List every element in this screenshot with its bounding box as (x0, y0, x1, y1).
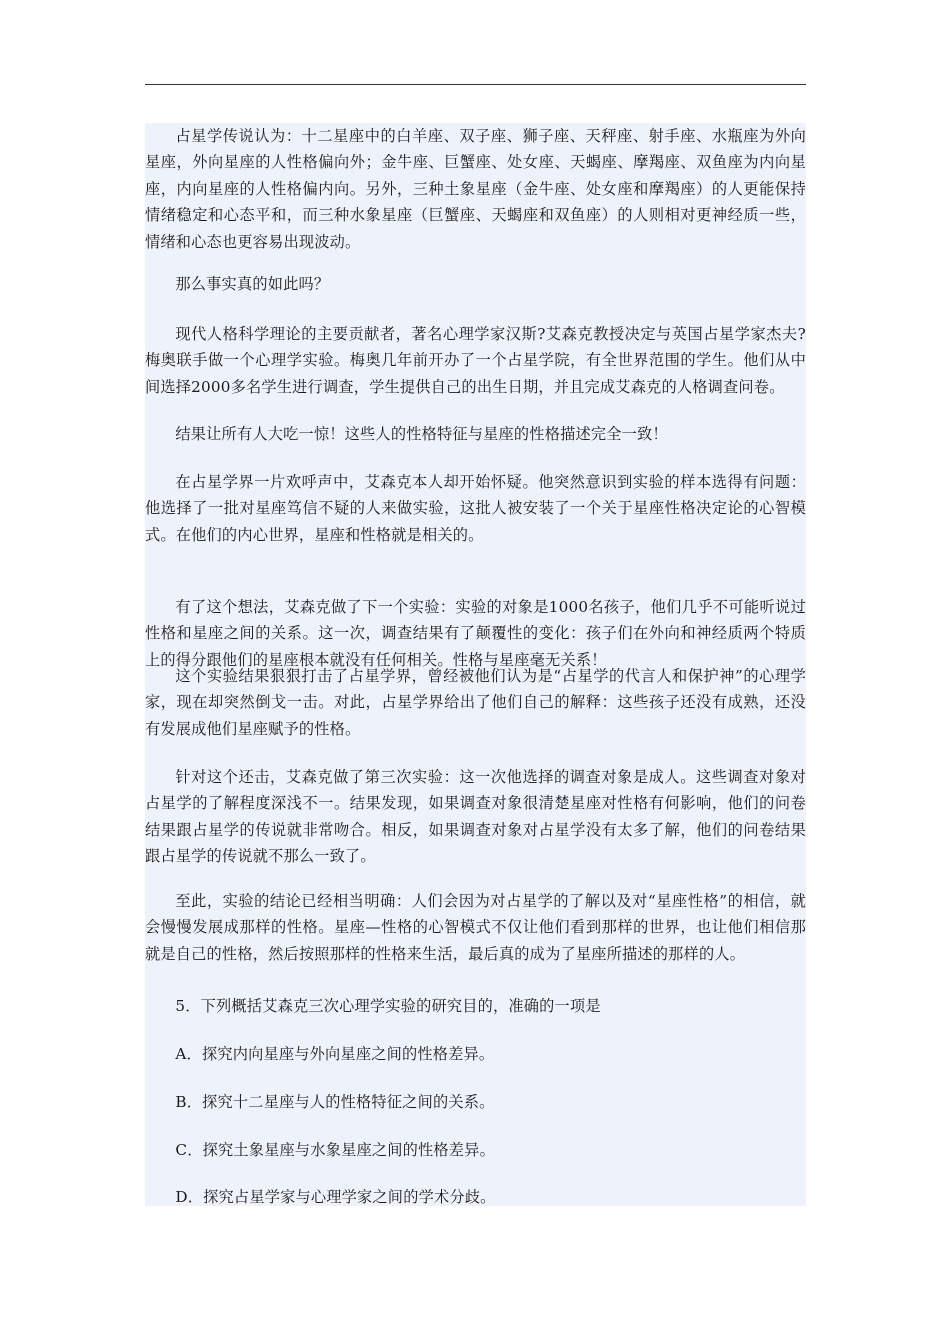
paragraph-4: 结果让所有人大吃一惊！这些人的性格特征与星座的性格描述完全一致！ (175, 425, 668, 443)
option-b: B．探究十二星座与人的性格特征之间的关系。 (175, 1093, 495, 1111)
option-a: A．探究内向星座与外向星座之间的性格差异。 (175, 1045, 495, 1063)
question-stem: 5．下列概括艾森克三次心理学实验的研究目的，准确的一项是 (175, 997, 601, 1015)
paragraph-1: 占星学传说认为：十二星座中的白羊座、双子座、狮子座、天秤座、射手座、水瓶座为外向星座，外向星座的人性格偏向外；金牛座、巨蟹座、处女座、天蝎座、摩羯座、双鱼座为内向星座，内向星座的人性格偏内向。另外，三种土象星座（金牛座、处女座和摩羯座）的人更能保持情绪稳定和心态平和，而三种水象星座（巨蟹座、天蝎座和双鱼座）的人则相对更神经质一些，情绪和心态也更容易出现波动。 (145, 127, 806, 251)
passage-block (145, 123, 806, 1206)
option-c: C．探究土象星座与水象星座之间的性格差异。 (175, 1141, 495, 1159)
paragraph-9: 至此，实验的结论已经相当明确：人们会因为对占星学的了解以及对“星座性格”的相信，就会慢慢发展成那样的性格。星座—性格的心智模式不仅让他们看到那样的世界，也让他们相信那就是自己的性格，然后按照那样的性格来生活，最后真的成为了星座所描述的那样的人。 (145, 892, 806, 963)
paragraph-6: 有了这个想法，艾森克做了下一个实验：实验的对象是1000名孩子，他们几乎不可能听说过性格和星座之间的关系。这一次，调查结果有了颠覆性的变化：孩子们在外向和神经质两个特质上的得分跟他们的星座根本就没有任何相关。性格与星座毫无关系！ (145, 598, 806, 669)
paragraph-3: 现代人格科学理论的主要贡献者，著名心理学家汉斯?艾森克教授决定与英国占星学家杰夫?梅奥联手做一个心理学实验。梅奥几年前开办了一个占星学院，有全世界范围的学生。他们从中间选择2000多名学生进行调查，学生提供自己的出生日期，并且完成艾森克的人格调查问卷。 (145, 325, 806, 396)
paragraph-2: 那么事实真的如此吗？ (175, 275, 330, 293)
option-d: D．探究占星学家与心理学家之间的学术分歧。 (175, 1188, 496, 1206)
paragraph-5: 在占星学界一片欢呼声中，艾森克本人却开始怀疑。他突然意识到实验的样本选得有问题：他选择了一批对星座笃信不疑的人来做实验，这批人被安装了一个关于星座性格决定论的心智模式。在他们的内心世界，星座和性格就是相关的。 (145, 473, 806, 544)
header-rule (145, 84, 806, 85)
paragraph-7: 这个实验结果狠狠打击了占星学界，曾经被他们认为是“占星学的代言人和保护神”的心理学家，现在却突然倒戈一击。对此，占星学界给出了他们自己的解释：这些孩子还没有成熟，还没有发展成他们星座赋予的性格。 (145, 667, 806, 738)
paragraph-8: 针对这个还击，艾森克做了第三次实验：这一次他选择的调查对象是成人。这些调查对象对占星学的了解程度深浅不一。结果发现，如果调查对象很清楚星座对性格有何影响，他们的问卷结果跟占星学的传说就非常吻合。相反，如果调查对象对占星学没有太多了解，他们的问卷结果跟占星学的传说就不那么一致了。 (145, 768, 806, 866)
